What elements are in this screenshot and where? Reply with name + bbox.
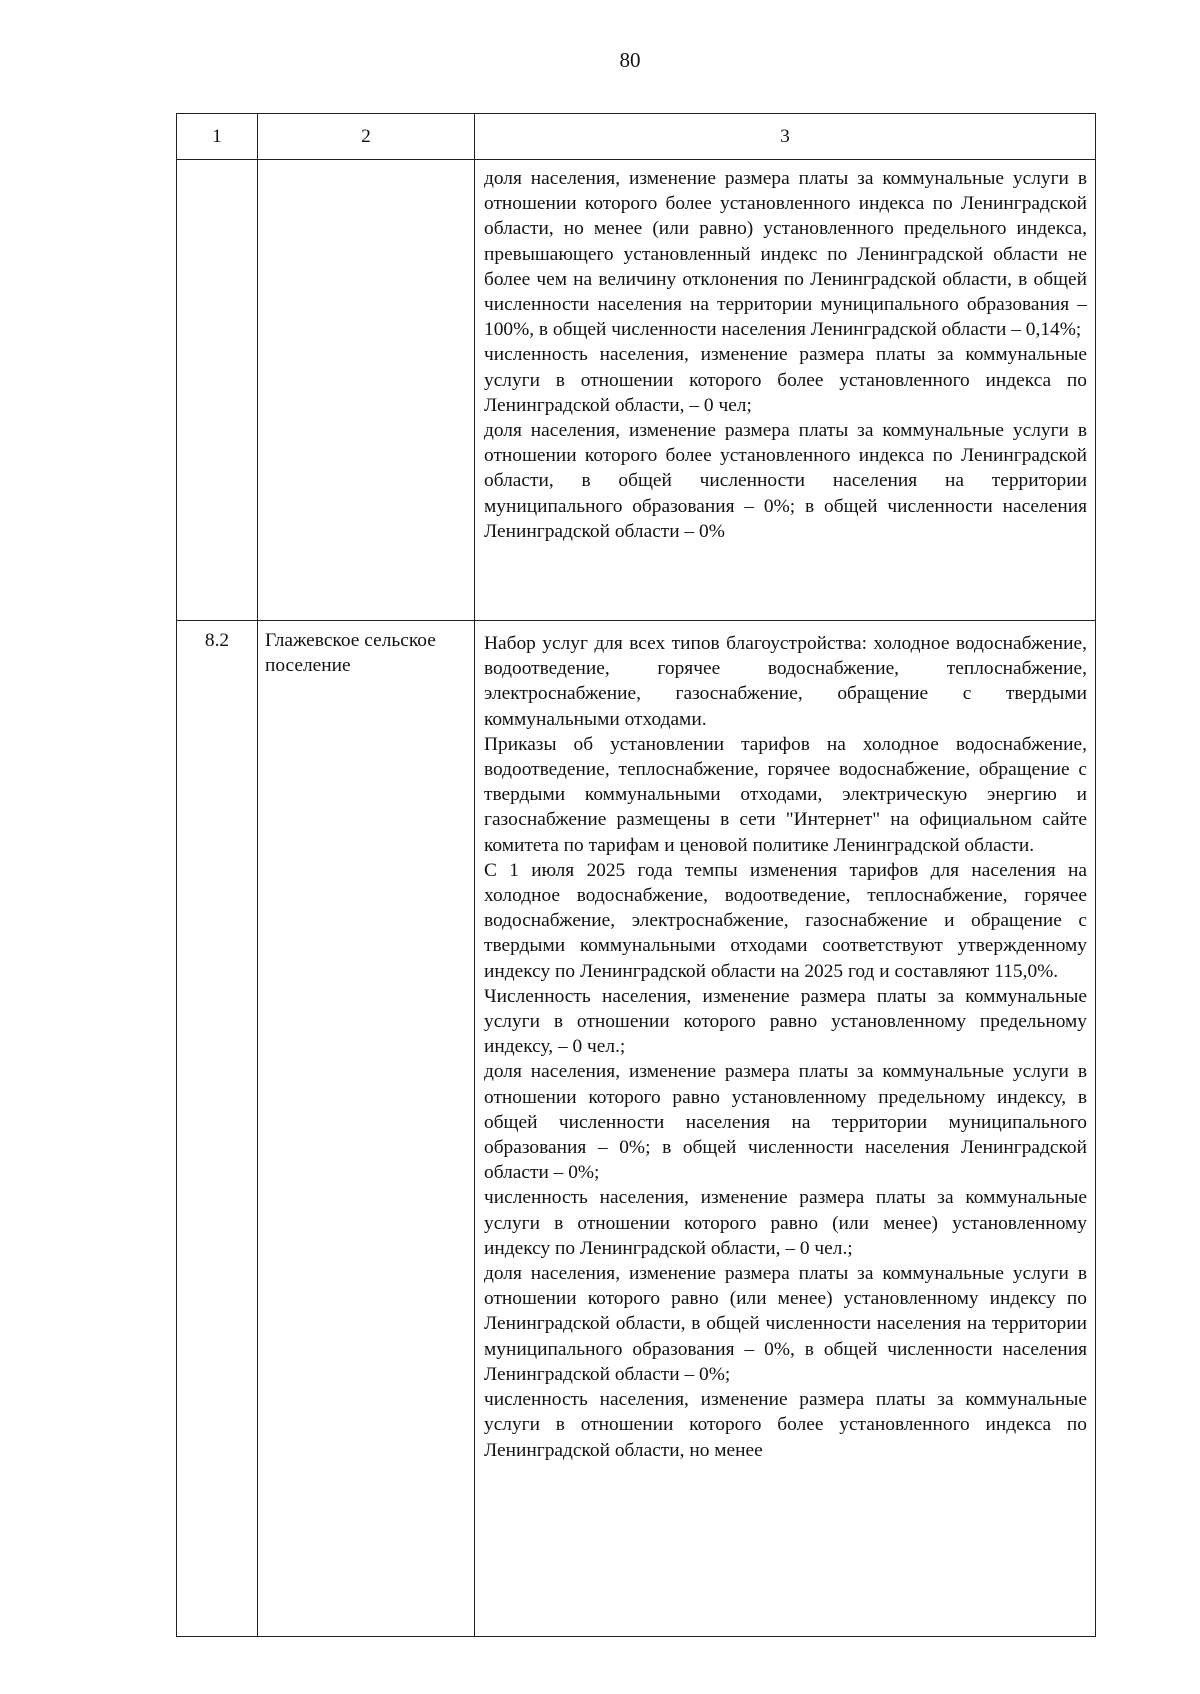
table-row bbox=[177, 621, 1096, 1637]
paragraph: Набор услуг для всех типов благоустройства: холодное водоснабжение, водоотведение, горячее водоснабжение, теплоснабжение, электроснабжение, газоснабжение, обращение с твердыми коммунальными отходами. bbox=[484, 633, 1087, 730]
settlement-name-cell: Глажевское сельское поселение bbox=[258, 621, 475, 1637]
row-number-cell bbox=[177, 160, 258, 621]
page-number: 80 bbox=[619, 48, 641, 72]
settlement-name-cell bbox=[258, 160, 475, 621]
paragraph: численность населения, изменение размера платы за коммунальные услуги в отношении которого более установленного индекса по Ленинградской области, но менее bbox=[484, 1389, 1087, 1461]
row-number-cell: 8.2 bbox=[177, 621, 258, 1637]
paragraph: Численность населения, изменение размера платы за коммунальные услуги в отношении которого равно установленному предельному индексу, – 0 чел.; bbox=[484, 985, 1087, 1058]
paragraph: численность населения, изменение размера платы за коммунальные услуги в отношении которого более установленного индекса по Ленинградской области, – 0 чел; bbox=[484, 344, 1087, 416]
header-col-1: 1 bbox=[177, 114, 258, 160]
paragraph: доля населения, изменение размера платы за коммунальные услуги в отношении которого равно (или менее) установленному индексу по Ленинградской области, в общей численности населения на территории муниципального образования – 0%, в общей численности населения Ленинградской области – 0%; bbox=[484, 1263, 1087, 1385]
paragraph: доля населения, изменение размера платы за коммунальные услуги в отношении которого более установленного индекса по Ленинградской области, но менее (или равно) установленного предельного индекса, превышающего установленный индекс по Ленинградской области не более чем на величину отклонения по Ленинградской области, в общей численности населения на территории муниципального образования – 100%, в общей численности населения Ленинградской области – 0,14%; bbox=[484, 168, 1087, 341]
header-col-2: 2 bbox=[258, 114, 475, 160]
paragraph: Приказы об установлении тарифов на холодное водоснабжение, водоотведение, теплоснабжение, горячее водоснабжение, обращение с твердыми коммунальными отходами, электрическую энергию и газоснабжение размещены в сети "Интернет" на официальном сайте комитета по тарифам и ценовой политике Ленинградской области. bbox=[484, 733, 1087, 856]
header-col-3: 3 bbox=[475, 114, 1096, 160]
description-cell bbox=[475, 160, 1096, 621]
table-row bbox=[177, 160, 1096, 621]
paragraph: доля населения, изменение размера платы за коммунальные услуги в отношении которого равно установленному предельному индексу, в общей численности населения на территории муниципального образования – 0%; в общей численности населения Ленинградской области – 0%; bbox=[484, 1061, 1087, 1184]
paragraph: доля населения, изменение размера платы за коммунальные услуги в отношении которого более установленного индекса по Ленинградской области, в общей численности населения на территории муниципального образования – 0%; в общей численности населения Ленинградской области – 0% bbox=[484, 420, 1087, 542]
document-table bbox=[176, 113, 1096, 1637]
paragraph: численность населения, изменение размера платы за коммунальные услуги в отношении которого равно (или менее) установленному индексу по Ленинградской области, – 0 чел.; bbox=[484, 1187, 1087, 1259]
table-header-row bbox=[177, 114, 1096, 160]
paragraph: С 1 июля 2025 года темпы изменения тарифов для населения на холодное водоснабжение, водоотведение, теплоснабжение, горячее водоснабжение, электроснабжение, газоснабжение и обращение с твердыми коммунальными отходами соответствуют утвержденному индексу по Ленинградской области на 2025 год и составляют 115,0%. bbox=[484, 859, 1087, 982]
description-cell bbox=[475, 621, 1096, 1637]
